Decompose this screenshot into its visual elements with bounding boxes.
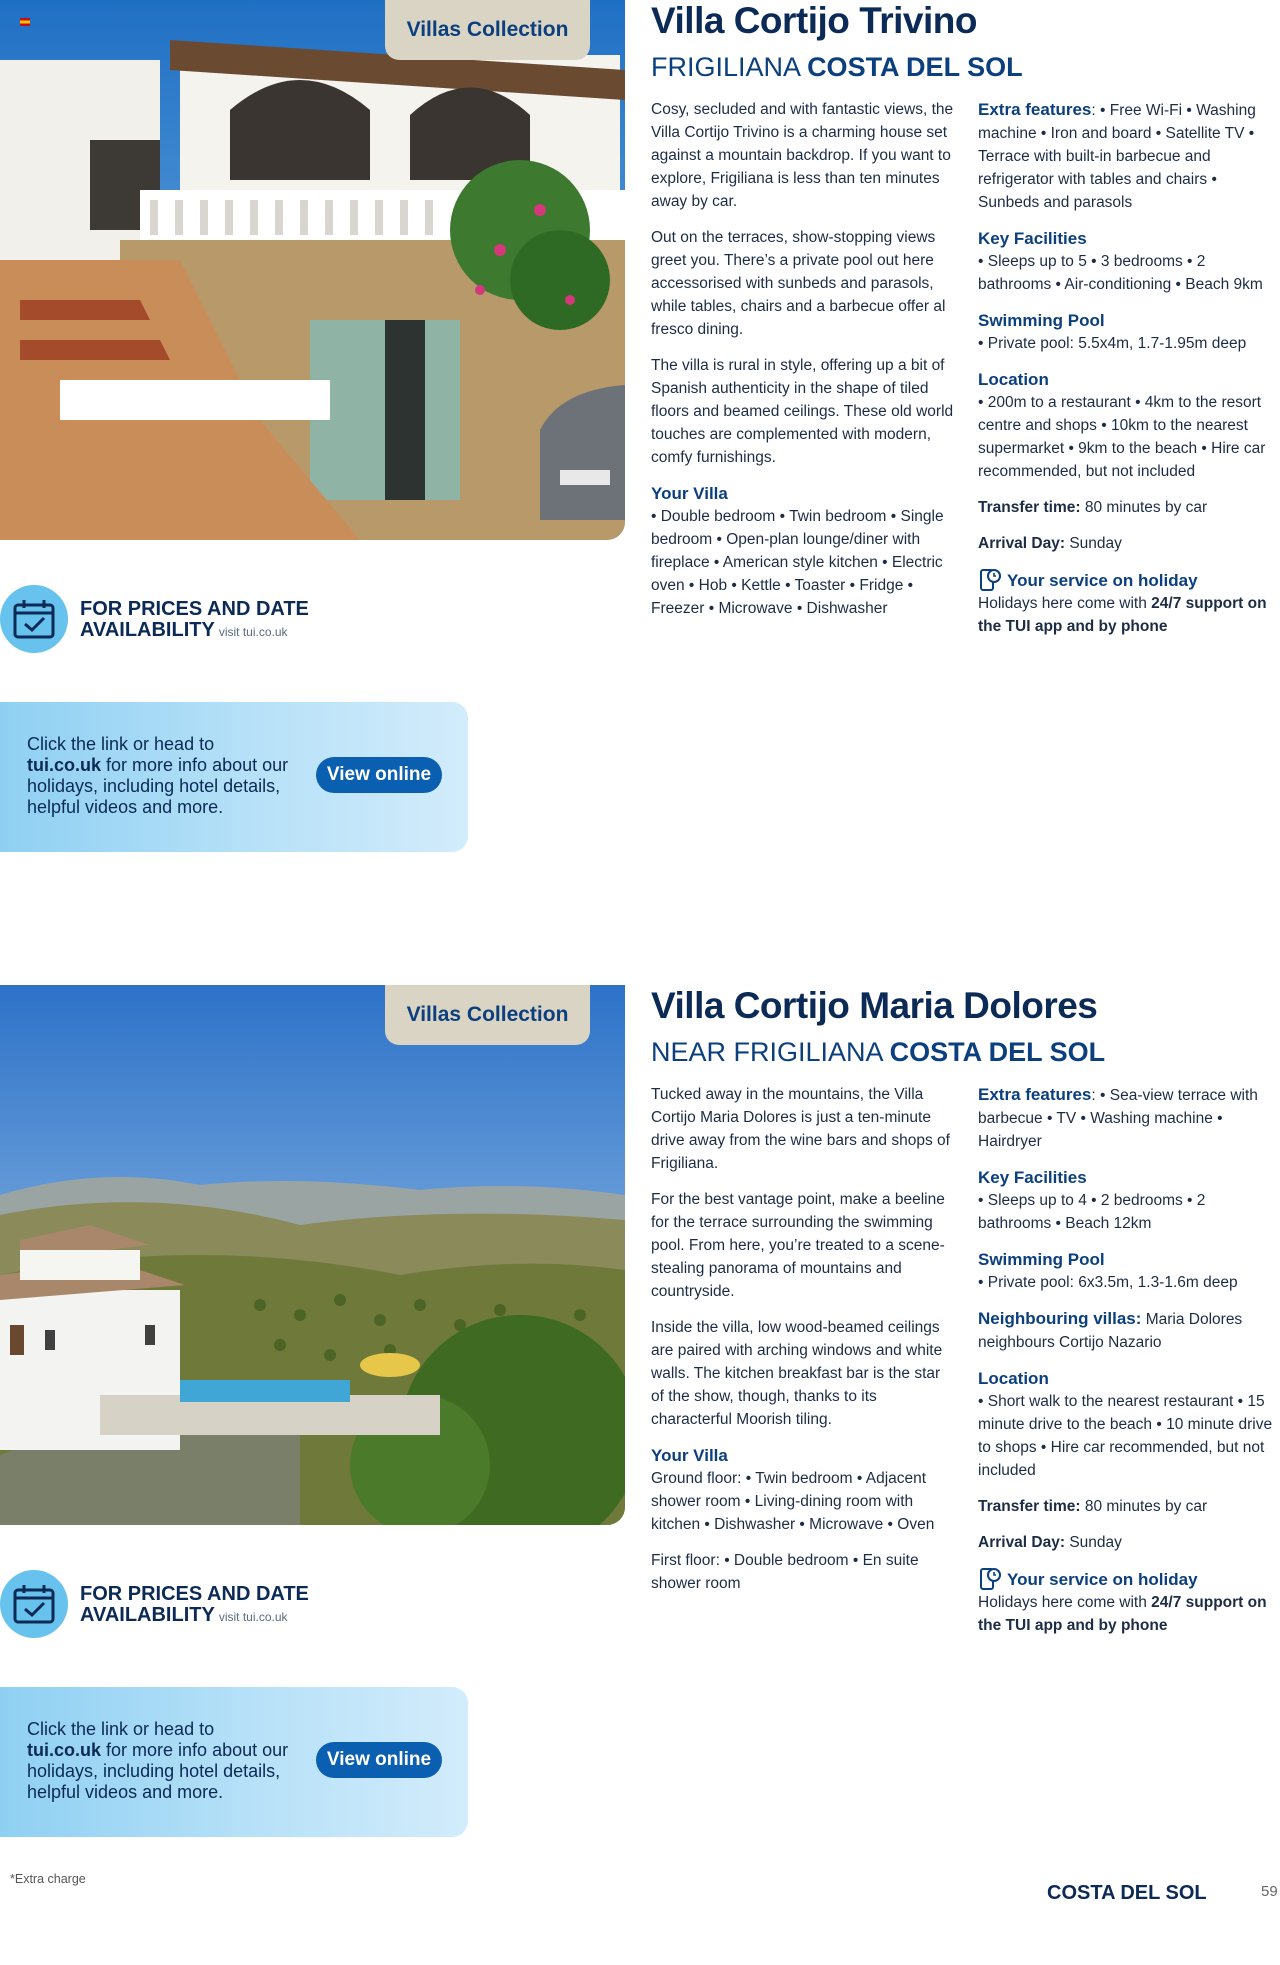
extra-features: Extra features: • Free Wi-Fi • Washing machine • Iron and board • Satellite TV • Terrace with built-in barbecue and refrigerator with tables and chairs • Sunbeds and parasols [978, 100, 1256, 211]
extra-features: Extra features: • Sea-view terrace with barbecue • TV • Washing machine • Hairdryer [978, 1085, 1258, 1150]
villa-title: Villa Cortijo Maria Dolores [651, 985, 1098, 1026]
service-heading: Your service on holiday [978, 568, 1278, 592]
calendar-icon [0, 1570, 68, 1638]
spain-flag-icon [20, 18, 30, 26]
footnote: *Extra charge [10, 1872, 86, 1886]
swimming-pool: • Private pool: 6x3.5m, 1.3-1.6m deep [978, 1274, 1238, 1291]
phone-support-icon [978, 568, 1002, 592]
view-online-button[interactable]: View online [316, 757, 442, 793]
villa-location: NEAR FRIGILIANA COSTA DEL SOL [651, 1037, 1106, 1067]
service-text: Holidays here come with 24/7 support on the TUI app and by phone [978, 595, 1267, 635]
service-text: Holidays here come with 24/7 support on the TUI app and by phone [978, 1594, 1267, 1634]
description-paragraph: The villa is rural in style, offering up a bit of Spanish authenticity in the shape of tiled floors and beamed ceilings. These old world touches are complemented with modern, comfy furnishings. [651, 357, 954, 466]
collection-badge: Villas Collection [385, 985, 590, 1045]
villa-photo [0, 0, 625, 540]
your-villa-first-floor: First floor: • Double bedroom • En suite shower room [651, 1552, 919, 1592]
arrival-day: Arrival Day: Sunday [978, 535, 1122, 552]
location-heading: Location [978, 1369, 1049, 1388]
villa-title: Villa Cortijo Trivino [651, 0, 977, 41]
your-villa-list: • Double bedroom • Twin bedroom • Single bedroom • Open-plan lounge/diner with fireplace • American style kitchen • Electric oven • Hob • Kettle • Toaster • Fridge • Freezer • Microwave • Dishwasher [651, 508, 944, 617]
villa-section-1 [0, 0, 1280, 980]
key-facilities: • Sleeps up to 5 • 3 bedrooms • 2 bathrooms • Air-conditioning • Beach 9km [978, 253, 1263, 293]
your-villa-heading: Your Villa [651, 484, 728, 503]
page-number: 59 [1261, 1883, 1278, 1900]
villa-section-2 [0, 985, 1280, 1965]
card-text: Click the link or head to tui.co.uk for more info about our holidays, including hotel details, helpful videos and more. [27, 1719, 289, 1802]
your-villa-heading: Your Villa [651, 1446, 728, 1465]
description-paragraph: For the best vantage point, make a beeline for the terrace surrounding the swimming pool. From here, you’re treated to a scene-stealing panorama of mountains and countryside. [651, 1191, 945, 1300]
prices-heading: FOR PRICES AND DATE AVAILABILITY visit tui.co.uk [80, 598, 309, 641]
location-details: • 200m to a restaurant • 4km to the resort centre and shops • 10km to the nearest supermarket • 9km to the beach • Hire car recommended, but not included [978, 394, 1266, 480]
service-heading: Your service on holiday [978, 1567, 1278, 1591]
prices-availability[interactable] [0, 1570, 600, 1640]
description-column [651, 98, 956, 633]
location-heading: Location [978, 370, 1049, 389]
location-details: • Short walk to the nearest restaurant • 15 minute drive to the beach • 10 minute drive to shops • Hire car recommended, but not included [978, 1393, 1273, 1479]
key-facilities-heading: Key Facilities [978, 229, 1087, 248]
description-column [651, 1083, 956, 1608]
visit-link[interactable]: visit tui.co.uk [218, 625, 288, 639]
calendar-icon [0, 585, 68, 653]
collection-badge: Villas Collection [385, 0, 590, 60]
view-online-button[interactable]: View online [316, 1742, 442, 1778]
view-online-card [0, 1687, 468, 1837]
arrival-day: Arrival Day: Sunday [978, 1534, 1122, 1551]
your-villa-list: Ground floor: • Twin bedroom • Adjacent shower room • Living-dining room with kitchen • Dishwasher • Microwave • Oven [651, 1470, 935, 1533]
key-facilities-heading: Key Facilities [978, 1168, 1087, 1187]
view-online-card [0, 702, 468, 852]
transfer-time: Transfer time: 80 minutes by car [978, 499, 1208, 516]
transfer-time: Transfer time: 80 minutes by car [978, 1498, 1208, 1515]
swimming-pool-heading: Swimming Pool [978, 311, 1105, 330]
tui-link[interactable]: tui.co.uk [27, 755, 102, 775]
prices-heading: FOR PRICES AND DATE AVAILABILITY visit tui.co.uk [80, 1583, 309, 1626]
swimming-pool: • Private pool: 5.5x4m, 1.7-1.95m deep [978, 335, 1247, 352]
tui-link[interactable]: tui.co.uk [27, 1740, 102, 1760]
facts-column [978, 98, 1278, 638]
footer-region: COSTA DEL SOL [1047, 1882, 1207, 1904]
card-text: Click the link or head to tui.co.uk for more info about our holidays, including hotel details, helpful videos and more. [27, 734, 289, 817]
description-paragraph: Tucked away in the mountains, the Villa Cortijo Maria Dolores is just a ten-minute drive away from the wine bars and shops of Frigiliana. [651, 1086, 950, 1172]
visit-link[interactable]: visit tui.co.uk [218, 1610, 288, 1624]
villa-location: FRIGILIANA COSTA DEL SOL [651, 52, 1023, 82]
neighbouring-villas: Neighbouring villas: Maria Dolores neighbours Cortijo Nazario [978, 1309, 1243, 1351]
phone-support-icon [978, 1567, 1002, 1591]
prices-availability[interactable] [0, 585, 600, 655]
description-paragraph: Out on the terraces, show-stopping views greet you. There’s a private pool out here accessorised with sunbeds and parasols, while tables, chairs and a barbecue offer al fresco dining. [651, 229, 946, 338]
description-paragraph: Inside the villa, low wood-beamed ceilings are paired with arching windows and white walls. The kitchen breakfast bar is the star of the show, though, thanks to its characterful Moorish tiling. [651, 1319, 943, 1428]
swimming-pool-heading: Swimming Pool [978, 1250, 1105, 1269]
facts-column [978, 1083, 1278, 1637]
description-paragraph: Cosy, secluded and with fantastic views, the Villa Cortijo Trivino is a charming house set against a mountain backdrop. If you want to explore, Frigiliana is less than ten minutes away by car. [651, 101, 954, 210]
villa-photo [0, 985, 625, 1525]
key-facilities: • Sleeps up to 4 • 2 bedrooms • 2 bathrooms • Beach 12km [978, 1192, 1206, 1232]
